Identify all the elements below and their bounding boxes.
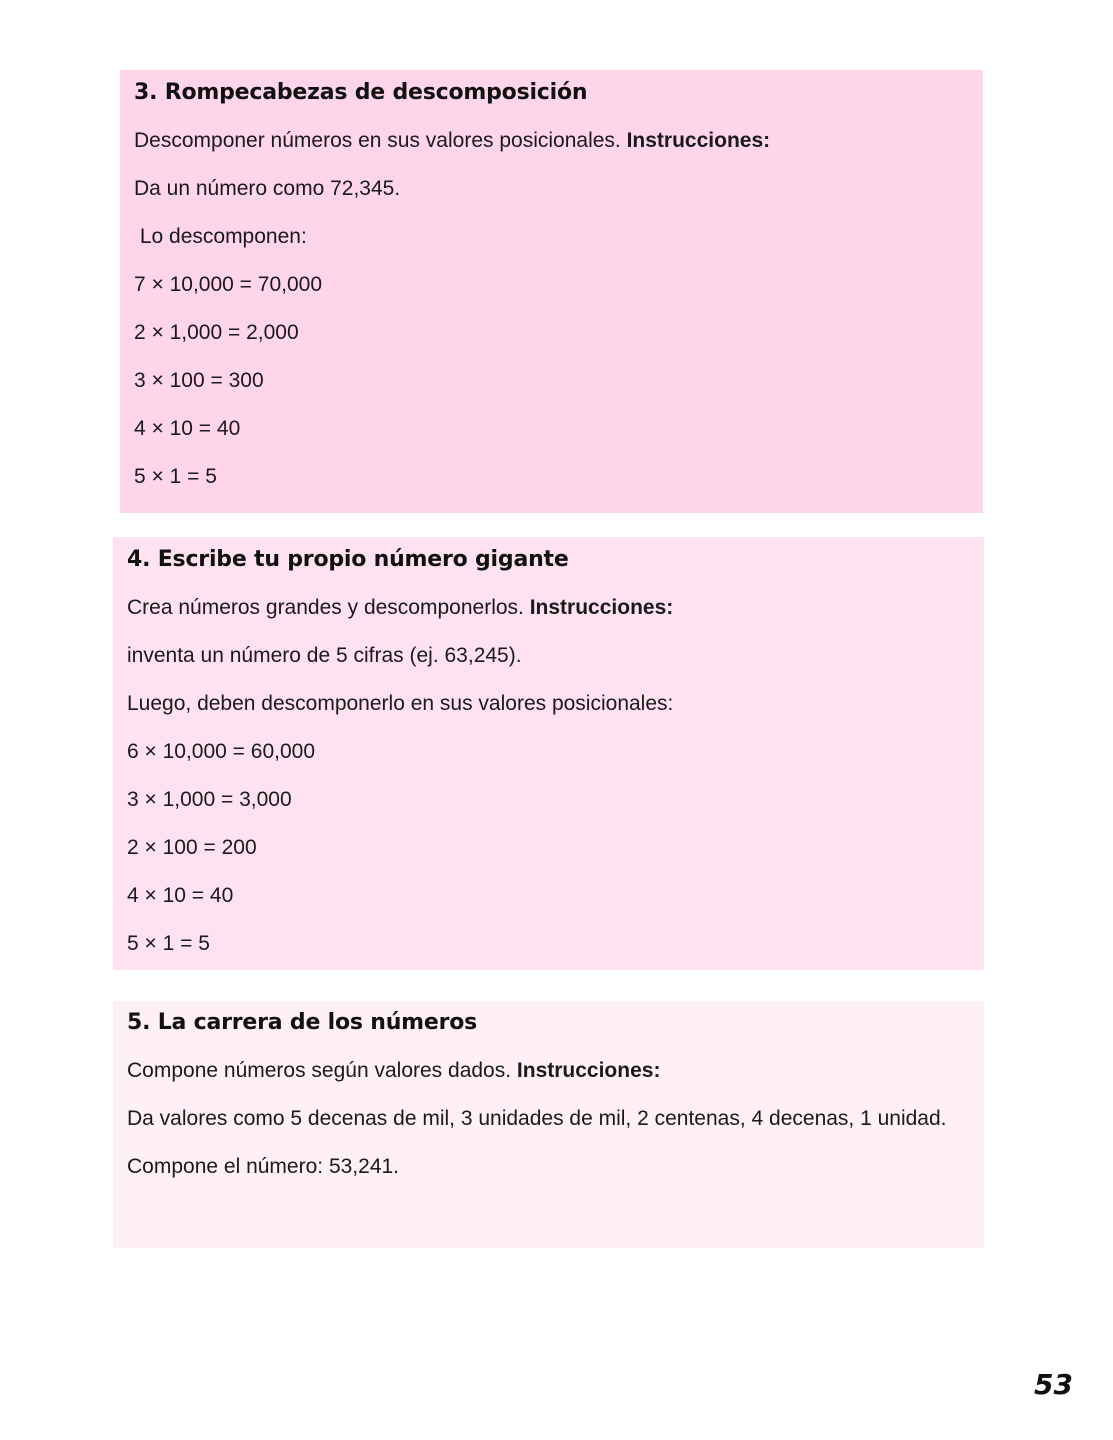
section-line: Lo descomponen: — [134, 225, 307, 248]
equation-line: 3 × 1,000 = 3,000 — [127, 788, 292, 811]
equation-line: 5 × 1 = 5 — [127, 932, 210, 955]
equation-line: 4 × 10 = 40 — [127, 884, 234, 907]
section-line: Compone el número: 53,241. — [127, 1155, 400, 1178]
equation-line: 7 × 10,000 = 70,000 — [134, 273, 323, 296]
instructions-label: Instrucciones: — [626, 129, 771, 152]
section-intro: Crea números grandes y descomponerlos. Instrucciones: — [127, 596, 674, 619]
section-line: Luego, deben descomponerlo en sus valores posicionales: — [127, 692, 674, 715]
equation-line: 3 × 100 = 300 — [134, 369, 264, 392]
equation-line: 2 × 1,000 = 2,000 — [134, 321, 299, 344]
equation-line: 2 × 100 = 200 — [127, 836, 257, 859]
section-line: Da valores como 5 decenas de mil, 3 unidades de mil, 2 centenas, 4 decenas, 1 unidad. — [127, 1107, 947, 1130]
activity-box-5 — [113, 1001, 984, 1248]
instructions-label: Instrucciones: — [516, 1059, 661, 1082]
instructions-label: Instrucciones: — [529, 596, 674, 619]
section-line: Da un número como 72,345. — [134, 177, 401, 200]
section-title: 4. Escribe tu propio número gigante — [127, 547, 569, 572]
activity-box-3 — [120, 70, 983, 513]
section-intro: Compone números según valores dados. Instrucciones: — [127, 1059, 661, 1082]
equation-line: 5 × 1 = 5 — [134, 465, 217, 488]
equation-line: 6 × 10,000 = 60,000 — [127, 740, 316, 763]
equation-line: 4 × 10 = 40 — [134, 417, 241, 440]
page-number: 53 — [1034, 1368, 1073, 1401]
section-line: inventa un número de 5 cifras (ej. 63,245). — [127, 644, 522, 667]
activity-box-4 — [113, 537, 984, 970]
section-title: 3. Rompecabezas de descomposición — [134, 80, 588, 105]
section-intro: Descomponer números en sus valores posicionales. Instrucciones: — [134, 129, 771, 152]
section-title: 5. La carrera de los números — [127, 1010, 478, 1035]
